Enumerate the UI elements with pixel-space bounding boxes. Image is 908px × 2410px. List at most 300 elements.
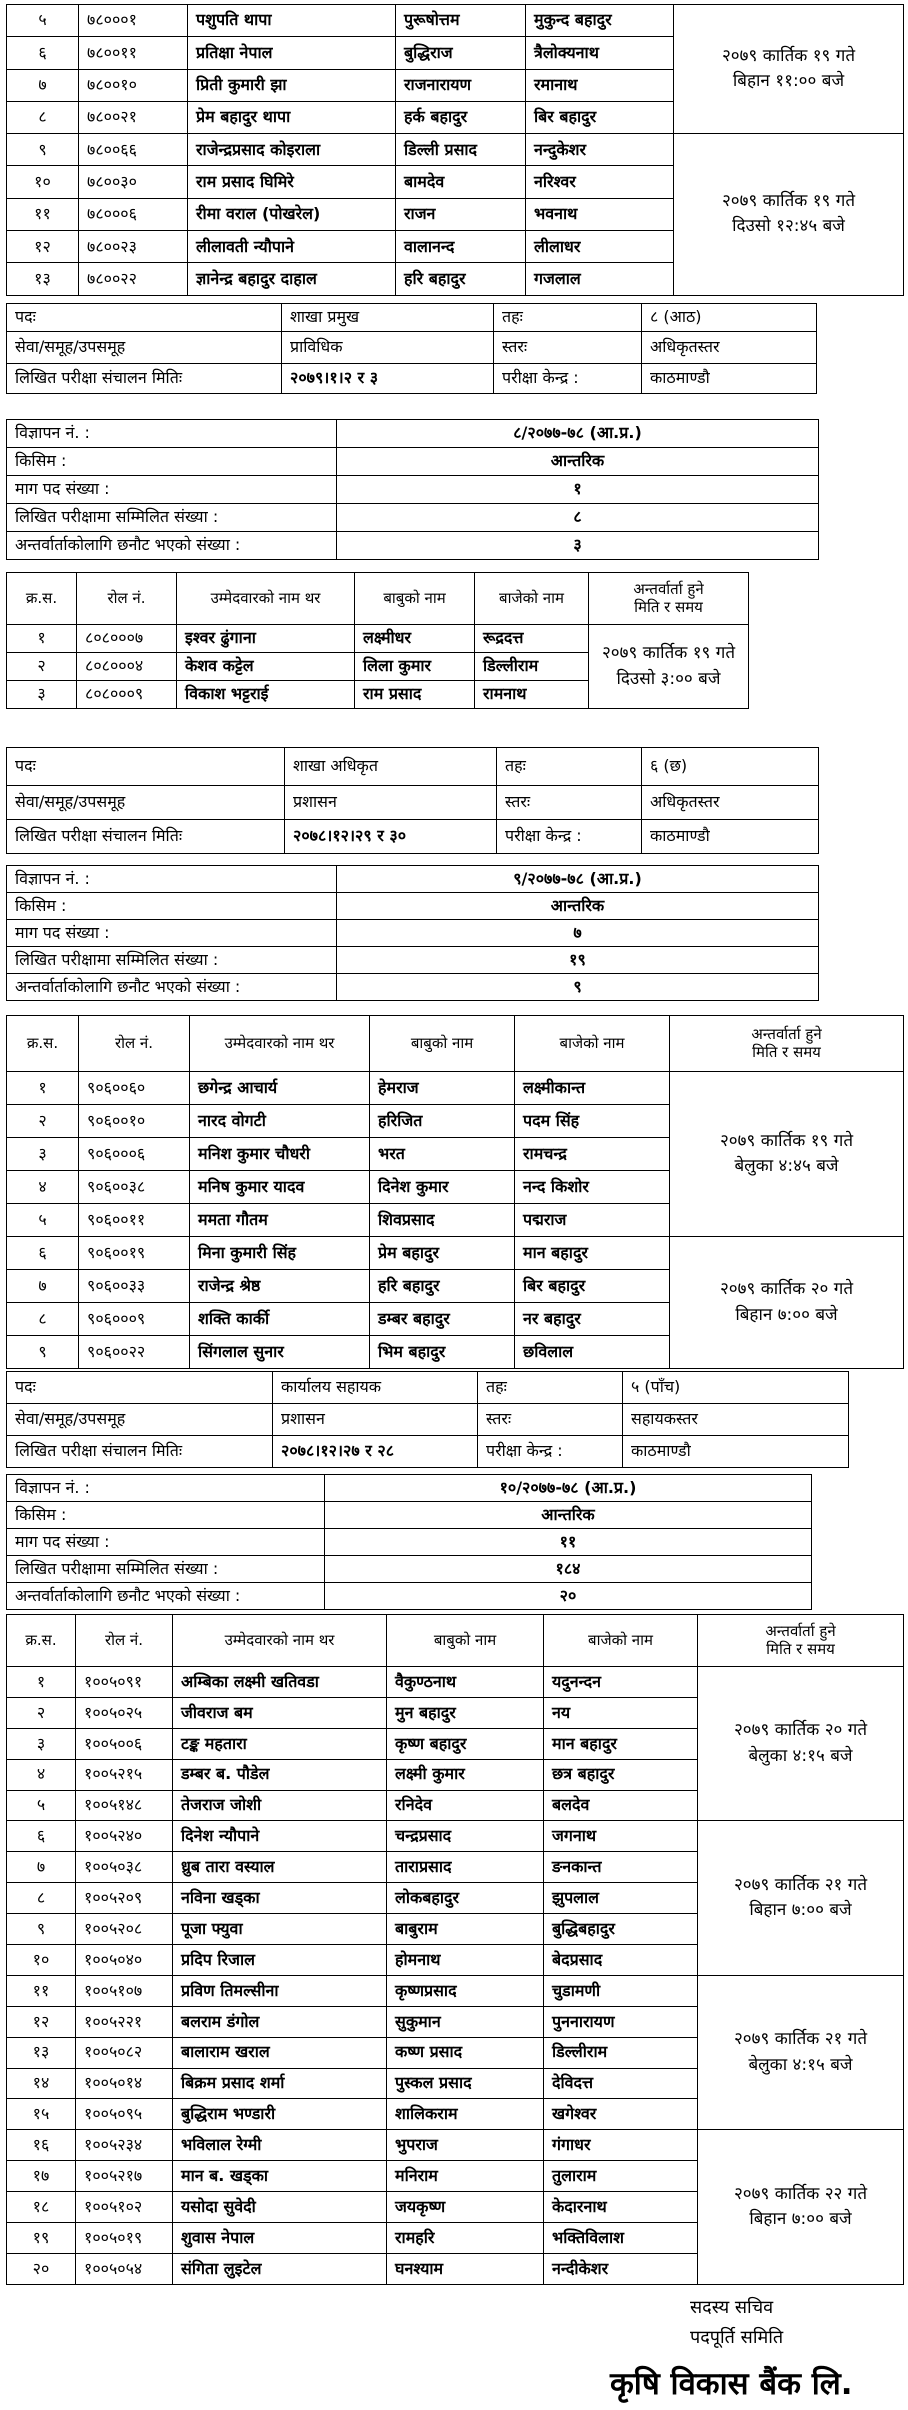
father-name: दिनेश कुमार xyxy=(370,1171,515,1204)
grandfather-name-header: बाजेको नाम xyxy=(515,1016,670,1072)
father-name: कष्ण प्रसाद xyxy=(387,2037,544,2068)
father-name: राजन xyxy=(396,198,526,230)
roll-number: ९०६००११ xyxy=(79,1204,190,1237)
grandfather-name: मुकुन्द बहादुर xyxy=(526,5,674,37)
father-name: डिल्ली प्रसाद xyxy=(396,134,526,166)
grandfather-name: डिल्लीराम xyxy=(544,2037,698,2068)
roll-number: ८०८०००९ xyxy=(77,681,177,709)
grandfather-name: पुननारायण xyxy=(544,2006,698,2037)
serial-number: ५ xyxy=(7,1790,76,1821)
roll-number: ९०६०००६ xyxy=(79,1138,190,1171)
roll-number: १००५०१९ xyxy=(76,2223,173,2254)
candidate-name: डम्बर ब. पौडेल xyxy=(173,1759,387,1790)
serial-number: १३ xyxy=(7,2037,76,2068)
serial-number: ११ xyxy=(7,198,79,230)
table-row xyxy=(7,2130,904,2161)
grandfather-name: छत्र बहादुर xyxy=(544,1759,698,1790)
roll-number: १००५२२१ xyxy=(76,2006,173,2037)
interview-schedule: २०७९ कार्तिक १९ गते बिहान ११:०० बजे xyxy=(674,5,904,134)
kendra-value: काठमाण्डौ xyxy=(623,1436,849,1468)
table-row xyxy=(7,134,904,166)
signature-line-2: पदपूर्ति समिति xyxy=(690,2327,784,2348)
roll-number: १००५२०९ xyxy=(76,1883,173,1914)
father-name: मनिराम xyxy=(387,2161,544,2192)
candidate-name: जीवराज बम xyxy=(173,1697,387,1728)
grandfather-name: केदारनाथ xyxy=(544,2192,698,2223)
roll-number: १००५१४८ xyxy=(76,1790,173,1821)
father-name: चन्द्रप्रसाद xyxy=(387,1821,544,1852)
info-label: माग पद संख्या : xyxy=(7,476,337,504)
roll-header: रोल नं. xyxy=(77,573,177,625)
star-label: स्तरः xyxy=(478,1404,623,1436)
exam-date-value: २०७८।१२।२७ र २८ xyxy=(273,1436,478,1468)
serial-number: ४ xyxy=(7,1171,79,1204)
candidate-name-header: उम्मेदवारको नाम थर xyxy=(177,573,355,625)
father-name: प्रेम बहादुर xyxy=(370,1237,515,1270)
roll-number: ८०८०००४ xyxy=(77,653,177,681)
info-value: आन्तरिक xyxy=(337,448,819,476)
candidate-name: नारद वोगटी xyxy=(190,1105,370,1138)
candidate-name: अम्बिका लक्ष्मी खतिवडा xyxy=(173,1667,387,1698)
father-name: होमनाथ xyxy=(387,1945,544,1976)
candidate-table-4 xyxy=(6,1614,904,2285)
info-label: किसिम : xyxy=(7,1502,325,1529)
table-row xyxy=(7,1237,904,1270)
candidate-name: सिंगलाल सुनार xyxy=(190,1336,370,1369)
father-name: बामदेव xyxy=(396,166,526,198)
roll-number: १००५२४० xyxy=(76,1821,173,1852)
roll-number: ९०६००२२ xyxy=(79,1336,190,1369)
interview-schedule: २०७९ कार्तिक २२ गते बिहान ७:०० बजे xyxy=(698,2130,904,2284)
post-meta-3 xyxy=(6,747,819,854)
info-value: ११ xyxy=(325,1529,812,1556)
serial-number: १७ xyxy=(7,2161,76,2192)
info-label: माग पद संख्या : xyxy=(7,920,337,947)
serial-number: १ xyxy=(7,625,77,653)
serial-number: २ xyxy=(7,1697,76,1728)
father-name: जयकृष्ण xyxy=(387,2192,544,2223)
roll-number: ९०६००३८ xyxy=(79,1171,190,1204)
father-name: रामहरि xyxy=(387,2223,544,2254)
grandfather-name: रूद्रदत्त xyxy=(475,625,589,653)
grandfather-name: जगनाथ xyxy=(544,1821,698,1852)
serial-number: २ xyxy=(7,653,77,681)
kendra-value: काठमाण्डौ xyxy=(642,820,819,854)
candidate-name: संगिता लुइटेल xyxy=(173,2253,387,2284)
pad-value: शाखा प्रमुख xyxy=(282,304,494,332)
candidate-table-3 xyxy=(6,1015,904,1369)
serial-number: २ xyxy=(7,1105,79,1138)
grandfather-name: रामचन्द्र xyxy=(515,1138,670,1171)
grandfather-name: झुपलाल xyxy=(544,1883,698,1914)
grandfather-name: बिर बहादुर xyxy=(526,101,674,133)
grandfather-name: भक्तिविलाश xyxy=(544,2223,698,2254)
candidate-name: राम प्रसाद घिमिरे xyxy=(188,166,396,198)
info-label: विज्ञापन नं. : xyxy=(7,1475,325,1502)
grandfather-name: नरिश्वर xyxy=(526,166,674,198)
roll-number: १००५२१७ xyxy=(76,2161,173,2192)
serial-number: ७ xyxy=(7,1270,79,1303)
taha-value: ८ (आठ) xyxy=(642,304,817,332)
father-name: ताराप्रसाद xyxy=(387,1852,544,1883)
grandfather-name: मान बहादुर xyxy=(515,1237,670,1270)
grandfather-name: बिर बहादुर xyxy=(515,1270,670,1303)
serial-number: ८ xyxy=(7,1883,76,1914)
father-name: हेमराज xyxy=(370,1072,515,1105)
info-value: १०/२०७७-७८ (आ.प्र.) xyxy=(325,1475,812,1502)
grandfather-name-header: बाजेको नाम xyxy=(475,573,589,625)
serial-number: १८ xyxy=(7,2192,76,2223)
info-value: ३ xyxy=(337,532,819,560)
father-name: मुन बहादुर xyxy=(387,1697,544,1728)
info-value: आन्तरिक xyxy=(337,893,819,920)
star-label: स्तरः xyxy=(497,786,642,820)
info-value: ९ xyxy=(337,974,819,1001)
taha-label: तहः xyxy=(494,304,642,332)
candidate-name: प्रिती कुमारी झा xyxy=(188,69,396,101)
roll-number: १००५०९५ xyxy=(76,2099,173,2130)
grandfather-name: यदुनन्दन xyxy=(544,1667,698,1698)
candidate-name: मान ब. खड्का xyxy=(173,2161,387,2192)
post-info-3 xyxy=(6,865,819,1001)
serial-number: १० xyxy=(7,1945,76,1976)
sewa-value: प्राविधिक xyxy=(282,332,494,364)
father-name: हर्क बहादुर xyxy=(396,101,526,133)
candidate-name: यसोदा सुवेदी xyxy=(173,2192,387,2223)
roll-number: ९०६००१९ xyxy=(79,1237,190,1270)
roll-number: ९०६००३३ xyxy=(79,1270,190,1303)
roll-number: १००५२३४ xyxy=(76,2130,173,2161)
info-value: आन्तरिक xyxy=(325,1502,812,1529)
candidate-name: रीमा वराल (पोखरेल) xyxy=(188,198,396,230)
serial-number: १३ xyxy=(7,263,79,295)
sn-header: क्र.स. xyxy=(7,1615,76,1667)
pad-value: कार्यालय सहायक xyxy=(273,1372,478,1404)
roll-number: ७८००२३ xyxy=(79,231,188,263)
father-name: भरत xyxy=(370,1138,515,1171)
kendra-label: परीक्षा केन्द्र : xyxy=(497,820,642,854)
grandfather-name: ङनकान्त xyxy=(544,1852,698,1883)
roll-number: ७८००३० xyxy=(79,166,188,198)
candidate-name: छगेन्द्र आचार्य xyxy=(190,1072,370,1105)
father-name: राजनारायण xyxy=(396,69,526,101)
roll-number: १००५२१५ xyxy=(76,1759,173,1790)
father-name-header: बाबुको नाम xyxy=(355,573,475,625)
grandfather-name: पदम सिंह xyxy=(515,1105,670,1138)
table-row xyxy=(7,1821,904,1852)
grandfather-name: नन्दीकेशर xyxy=(544,2253,698,2284)
serial-number: १६ xyxy=(7,2130,76,2161)
grandfather-name: लक्ष्मीकान्त xyxy=(515,1072,670,1105)
exam-date-value: २०७८।१२।२९ र ३० xyxy=(285,820,497,854)
candidate-name: टङ्क महतारा xyxy=(173,1728,387,1759)
roll-number: ७८००६६ xyxy=(79,134,188,166)
father-name: बाबुराम xyxy=(387,1914,544,1945)
roll-number: १००५०५४ xyxy=(76,2253,173,2284)
grandfather-name: गंगाधर xyxy=(544,2130,698,2161)
interview-schedule: २०७९ कार्तिक १९ गते दिउसो ३:०० बजे xyxy=(589,625,749,709)
candidate-name: भविलाल रेग्मी xyxy=(173,2130,387,2161)
roll-number: ७८०००६ xyxy=(79,198,188,230)
father-name: वैकुण्ठनाथ xyxy=(387,1667,544,1698)
info-label: लिखित परीक्षामा सम्मिलित संख्या : xyxy=(7,1556,325,1583)
candidate-name: तेजराज जोशी xyxy=(173,1790,387,1821)
grandfather-name: रमानाथ xyxy=(526,69,674,101)
candidate-name: बिक्रम प्रसाद शर्मा xyxy=(173,2068,387,2099)
father-name: राम प्रसाद xyxy=(355,681,475,709)
info-label: अन्तर्वार्ताकोलागि छनौट भएको संख्या : xyxy=(7,532,337,560)
interview-schedule-header: अन्तर्वार्ता हुने मिति र समय xyxy=(589,573,749,625)
serial-number: १९ xyxy=(7,2223,76,2254)
father-name-header: बाबुको नाम xyxy=(370,1016,515,1072)
candidate-name: ध्रुब तारा वस्याल xyxy=(173,1852,387,1883)
serial-number: १२ xyxy=(7,2006,76,2037)
grandfather-name: भवनाथ xyxy=(526,198,674,230)
post-info-2 xyxy=(6,419,819,560)
candidate-name-header: उम्मेदवारको नाम थर xyxy=(173,1615,387,1667)
info-value: ८ xyxy=(337,504,819,532)
roll-number: ७८००१० xyxy=(79,69,188,101)
roll-number: १००५०८२ xyxy=(76,2037,173,2068)
star-value: अधिकृतस्तर xyxy=(642,332,817,364)
grandfather-name: गजलाल xyxy=(526,263,674,295)
info-label: किसिम : xyxy=(7,448,337,476)
organization-name: कृषि विकास बैंक लि. xyxy=(610,2366,853,2402)
roll-number: ७८००२१ xyxy=(79,101,188,133)
father-name: शालिकराम xyxy=(387,2099,544,2130)
sn-header: क्र.स. xyxy=(7,1016,79,1072)
candidate-name: इश्वर ढुंगाना xyxy=(177,625,355,653)
post-info-4 xyxy=(6,1474,812,1610)
grandfather-name: नन्द किशोर xyxy=(515,1171,670,1204)
taha-label: तहः xyxy=(478,1372,623,1404)
sewa-label: सेवा/समूह/उपसमूह xyxy=(7,1404,273,1436)
father-name: वालानन्द xyxy=(396,231,526,263)
taha-label: तहः xyxy=(497,748,642,786)
exam-date-label: लिखित परीक्षा संचालन मितिः xyxy=(7,1436,273,1468)
father-name: डम्बर बहादुर xyxy=(370,1303,515,1336)
serial-number: ४ xyxy=(7,1759,76,1790)
serial-number: ३ xyxy=(7,1728,76,1759)
candidate-name-header: उम्मेदवारको नाम थर xyxy=(190,1016,370,1072)
serial-number: १ xyxy=(7,1072,79,1105)
info-label: लिखित परीक्षामा सम्मिलित संख्या : xyxy=(7,504,337,532)
roll-number: १००५०३८ xyxy=(76,1852,173,1883)
serial-number: ९ xyxy=(7,134,79,166)
roll-header: रोल नं. xyxy=(79,1016,190,1072)
grandfather-name-header: बाजेको नाम xyxy=(544,1615,698,1667)
serial-number: १ xyxy=(7,1667,76,1698)
interview-schedule: २०७९ कार्तिक २० गते बेलुका ४:१५ बजे xyxy=(698,1667,904,1821)
info-value: ९/२०७७-७८ (आ.प्र.) xyxy=(337,866,819,893)
father-name: बुद्धिराज xyxy=(396,37,526,69)
roll-number: ७८०००१ xyxy=(79,5,188,37)
grandfather-name: पद्मराज xyxy=(515,1204,670,1237)
candidate-table-2 xyxy=(6,572,749,709)
table-row xyxy=(7,1667,904,1698)
serial-number: ५ xyxy=(7,5,79,37)
candidate-name: बलराम डंगोल xyxy=(173,2006,387,2037)
exam-date-label: लिखित परीक्षा संचालन मितिः xyxy=(7,820,285,854)
interview-schedule: २०७९ कार्तिक २१ गते बेलुका ४:१५ बजे xyxy=(698,1975,904,2129)
father-name: रनिदेव xyxy=(387,1790,544,1821)
interview-schedule: २०७९ कार्तिक १९ गते दिउसो १२:४५ बजे xyxy=(674,134,904,295)
grandfather-name: त्रैलोक्यनाथ xyxy=(526,37,674,69)
candidate-name: बालाराम खराल xyxy=(173,2037,387,2068)
info-label: माग पद संख्या : xyxy=(7,1529,325,1556)
candidate-name: मिना कुमारी सिंह xyxy=(190,1237,370,1270)
serial-number: १० xyxy=(7,166,79,198)
sn-header: क्र.स. xyxy=(7,573,77,625)
interview-schedule: २०७९ कार्तिक २१ गते बिहान ७:०० बजे xyxy=(698,1821,904,1975)
table-row xyxy=(7,5,904,37)
roll-number: १००५०१४ xyxy=(76,2068,173,2099)
grandfather-name: रामनाथ xyxy=(475,681,589,709)
info-value: १८४ xyxy=(325,1556,812,1583)
pad-label: पदः xyxy=(7,304,282,332)
father-name: भुपराज xyxy=(387,2130,544,2161)
info-label: विज्ञापन नं. : xyxy=(7,866,337,893)
father-name: लक्ष्मीधर xyxy=(355,625,475,653)
roll-number: ७८००२२ xyxy=(79,263,188,295)
star-value: अधिकृतस्तर xyxy=(642,786,819,820)
candidate-name: पशुपति थापा xyxy=(188,5,396,37)
serial-number: ८ xyxy=(7,1303,79,1336)
candidate-table-1 xyxy=(6,4,904,296)
info-value: ८/२०७७-७८ (आ.प्र.) xyxy=(337,420,819,448)
grandfather-name: देविदत्त xyxy=(544,2068,698,2099)
kendra-label: परीक्षा केन्द्र : xyxy=(494,364,642,394)
roll-header: रोल नं. xyxy=(76,1615,173,1667)
post-meta-4 xyxy=(6,1371,849,1468)
father-name: लक्ष्मी कुमार xyxy=(387,1759,544,1790)
grandfather-name: नन्दुकेशर xyxy=(526,134,674,166)
father-name: कृष्ण बहादुर xyxy=(387,1728,544,1759)
father-name: लोकबहादुर xyxy=(387,1883,544,1914)
grandfather-name: लीलाधर xyxy=(526,231,674,263)
serial-number: ११ xyxy=(7,1975,76,2006)
table-row xyxy=(7,1072,904,1105)
candidate-name: प्रेम बहादुर थापा xyxy=(188,101,396,133)
info-label: विज्ञापन नं. : xyxy=(7,420,337,448)
table-row xyxy=(7,625,749,653)
candidate-name: प्रतिक्षा नेपाल xyxy=(188,37,396,69)
grandfather-name: डिल्लीराम xyxy=(475,653,589,681)
candidate-name: मनिष कुमार यादव xyxy=(190,1171,370,1204)
candidate-name: शक्ति कार्की xyxy=(190,1303,370,1336)
serial-number: १५ xyxy=(7,2099,76,2130)
candidate-name: मनिश कुमार चौधरी xyxy=(190,1138,370,1171)
serial-number: ८ xyxy=(7,101,79,133)
post-meta-2 xyxy=(6,303,817,394)
signature-line-1: सदस्य सचिव xyxy=(690,2297,774,2318)
father-name: हरिजित xyxy=(370,1105,515,1138)
candidate-name: राजेन्द्र श्रेष्ठ xyxy=(190,1270,370,1303)
kendra-label: परीक्षा केन्द्र : xyxy=(478,1436,623,1468)
info-value: १९ xyxy=(337,947,819,974)
interview-schedule-header: अन्तर्वार्ता हुने मिति र समय xyxy=(670,1016,904,1072)
roll-number: ९०६०००९ xyxy=(79,1303,190,1336)
candidate-name: राजेन्द्रप्रसाद कोइराला xyxy=(188,134,396,166)
father-name: शिवप्रसाद xyxy=(370,1204,515,1237)
pad-label: पदः xyxy=(7,748,285,786)
roll-number: १००५०४० xyxy=(76,1945,173,1976)
roll-number: ९०६००१० xyxy=(79,1105,190,1138)
roll-number: १००५१०२ xyxy=(76,2192,173,2223)
info-value: २० xyxy=(325,1583,812,1610)
interview-schedule: २०७९ कार्तिक १९ गते बेलुका ४:४५ बजे xyxy=(670,1072,904,1237)
father-name: सुकुमान xyxy=(387,2006,544,2037)
grandfather-name: नर बहादुर xyxy=(515,1303,670,1336)
interview-schedule-header: अन्तर्वार्ता हुने मिति र समय xyxy=(698,1615,904,1667)
grandfather-name: बुद्धिबहादुर xyxy=(544,1914,698,1945)
father-name: घनश्याम xyxy=(387,2253,544,2284)
father-name: कृष्णप्रसाद xyxy=(387,1975,544,2006)
candidate-name: विकाश भट्टराई xyxy=(177,681,355,709)
grandfather-name: बेदप्रसाद xyxy=(544,1945,698,1976)
grandfather-name: नय xyxy=(544,1697,698,1728)
grandfather-name: मान बहादुर xyxy=(544,1728,698,1759)
roll-number: १००५०९१ xyxy=(76,1667,173,1698)
candidate-name: प्रविण तिमल्सीना xyxy=(173,1975,387,2006)
grandfather-name: चुडामणी xyxy=(544,1975,698,2006)
serial-number: ६ xyxy=(7,1237,79,1270)
star-label: स्तरः xyxy=(494,332,642,364)
father-name: हरि बहादुर xyxy=(370,1270,515,1303)
serial-number: ३ xyxy=(7,1138,79,1171)
father-name: हरि बहादुर xyxy=(396,263,526,295)
roll-number: १००५१०७ xyxy=(76,1975,173,2006)
roll-number: १००५२०८ xyxy=(76,1914,173,1945)
serial-number: १४ xyxy=(7,2068,76,2099)
candidate-name: ममता गौतम xyxy=(190,1204,370,1237)
serial-number: ५ xyxy=(7,1204,79,1237)
grandfather-name: छविलाल xyxy=(515,1336,670,1369)
kendra-value: काठमाण्डौ xyxy=(642,364,817,394)
roll-number: १००५००६ xyxy=(76,1728,173,1759)
serial-number: ७ xyxy=(7,1852,76,1883)
serial-number: ९ xyxy=(7,1336,79,1369)
candidate-name: बुद्धिराम भण्डारी xyxy=(173,2099,387,2130)
candidate-name: दिनेश न्यौपाने xyxy=(173,1821,387,1852)
roll-number: ८०८०००७ xyxy=(77,625,177,653)
roll-number: ९०६००६० xyxy=(79,1072,190,1105)
father-name: भिम बहादुर xyxy=(370,1336,515,1369)
candidate-name: पूजा फ्युवा xyxy=(173,1914,387,1945)
sewa-value: प्रशासन xyxy=(273,1404,478,1436)
serial-number: २० xyxy=(7,2253,76,2284)
serial-number: ७ xyxy=(7,69,79,101)
candidate-name: नविना खड्का xyxy=(173,1883,387,1914)
roll-number: १००५०२५ xyxy=(76,1697,173,1728)
info-label: अन्तर्वार्ताकोलागि छनौट भएको संख्या : xyxy=(7,1583,325,1610)
father-name: पुस्कल प्रसाद xyxy=(387,2068,544,2099)
info-label: किसिम : xyxy=(7,893,337,920)
candidate-name: प्रदिप रिजाल xyxy=(173,1945,387,1976)
candidate-name: ज्ञानेन्द्र बहादुर दाहाल xyxy=(188,263,396,295)
interview-schedule: २०७९ कार्तिक २० गते बिहान ७:०० बजे xyxy=(670,1237,904,1369)
pad-value: शाखा अधिकृत xyxy=(285,748,497,786)
star-value: सहायकस्तर xyxy=(623,1404,849,1436)
grandfather-name: खगेश्वर xyxy=(544,2099,698,2130)
father-name-header: बाबुको नाम xyxy=(387,1615,544,1667)
father-name: पुरूषोत्तम xyxy=(396,5,526,37)
grandfather-name: बलदेव xyxy=(544,1790,698,1821)
info-value: १ xyxy=(337,476,819,504)
info-label: लिखित परीक्षामा सम्मिलित संख्या : xyxy=(7,947,337,974)
taha-value: ५ (पाँच) xyxy=(623,1372,849,1404)
info-value: ७ xyxy=(337,920,819,947)
